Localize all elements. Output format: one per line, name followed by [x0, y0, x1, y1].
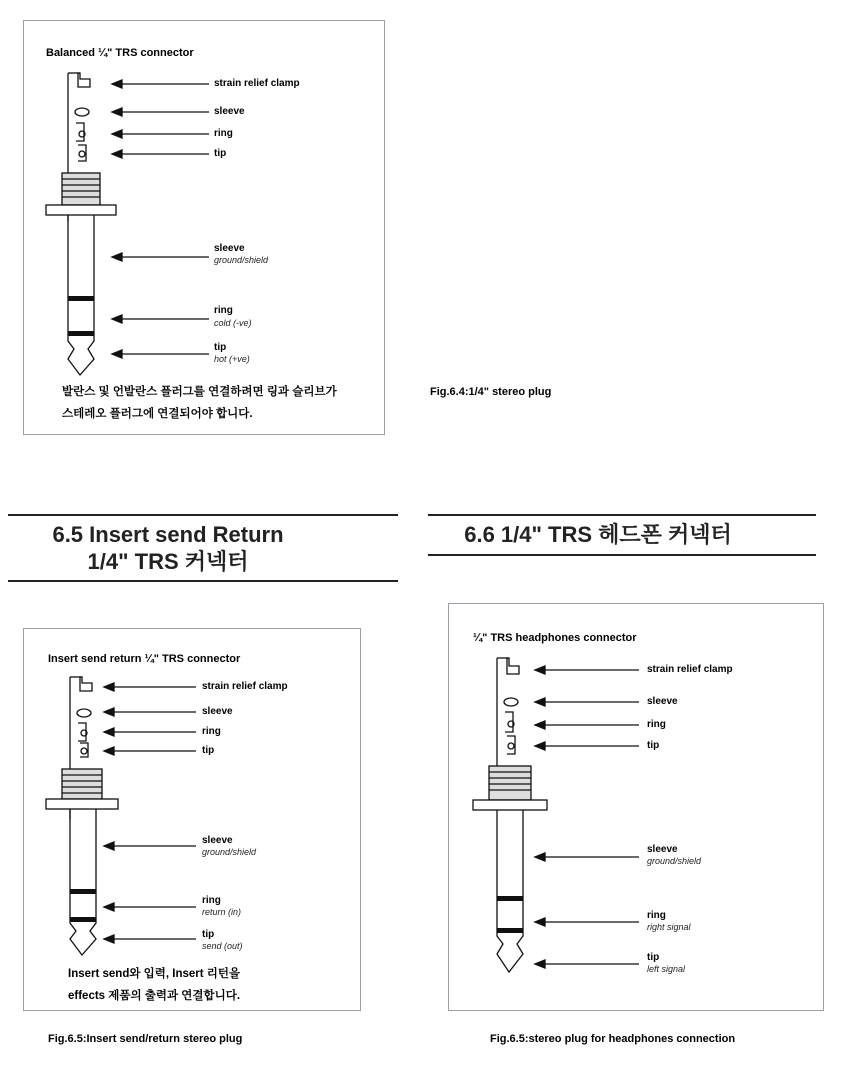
heading-rule-bottom — [428, 554, 816, 556]
insulator-band — [68, 296, 94, 301]
label-ring: ring — [647, 719, 666, 730]
label-ring-sub: cold (-ve) — [214, 318, 252, 328]
label-ring-shaft: ring — [202, 895, 221, 906]
trs-plug-diagram — [24, 21, 386, 436]
label-tip-sub: send (out) — [202, 941, 243, 951]
heading-rule-top — [8, 514, 398, 516]
label-tip-shaft: tip — [202, 929, 215, 940]
insulator-band — [70, 889, 96, 894]
caption-fig-6-5-insert: Fig.6.5:Insert send/return stereo plug — [48, 1033, 243, 1045]
label-tip: tip — [202, 745, 215, 756]
label-tip: tip — [214, 148, 227, 159]
label-tip-sub: hot (+ve) — [214, 354, 250, 364]
label-tip-shaft: tip — [647, 952, 660, 963]
label-tip: tip — [647, 740, 660, 751]
section-6-5-title-line-1: 6.5 Insert send Return — [52, 522, 284, 547]
label-sleeve-sub: ground/shield — [647, 856, 702, 866]
label-ring: ring — [202, 726, 221, 737]
label-tip-sub: left signal — [647, 964, 686, 974]
section-6-6-title: 6.6 1/4" TRS 헤드폰 커넥터 — [464, 522, 732, 547]
note-line-1: Insert send와 입력, Insert 리턴을 — [68, 968, 241, 980]
insulator-band — [68, 331, 94, 336]
label-ring-shaft: ring — [647, 910, 666, 921]
caption-fig-6-5-headphones: Fig.6.5:stereo plug for headphones connection — [490, 1033, 736, 1045]
insulator-band — [497, 896, 523, 901]
trs-plug-diagram — [24, 629, 362, 1012]
section-6-5-title-line-2: 1/4" TRS 커넥터 — [87, 549, 249, 574]
figure-title: ¼" TRS headphones connector — [473, 632, 637, 644]
figure-title: Insert send return ¼" TRS connector — [48, 653, 241, 665]
note-line-1: 발란스 및 언발란스 플러그를 연결하려면 링과 슬리브가 — [62, 386, 337, 398]
label-ring-sub: right signal — [647, 922, 691, 932]
label-sleeve: sleeve — [214, 106, 245, 117]
label-sleeve-sub: ground/shield — [214, 255, 269, 265]
label-ring-sub: return (in) — [202, 907, 242, 917]
caption-fig-6-4: Fig.6.4:1/4" stereo plug — [430, 386, 552, 398]
note-line-2: effects 제품의 출력과 연결합니다. — [68, 990, 241, 1002]
heading-rule-bottom — [8, 580, 398, 582]
label-ring: ring — [214, 128, 233, 139]
figure-title: Balanced ¼" TRS connector — [46, 47, 194, 59]
label-sleeve: sleeve — [202, 706, 233, 717]
note-line-2: 스테레오 플러그에 연결되어야 합니다. — [62, 408, 253, 420]
label-sleeve-shaft: sleeve — [214, 243, 245, 254]
label-ring-shaft: ring — [214, 305, 233, 316]
label-strain-relief-clamp: strain relief clamp — [202, 681, 288, 692]
label-sleeve-shaft: sleeve — [647, 844, 678, 855]
figure-balanced-trs — [23, 20, 385, 435]
label-strain-relief-clamp: strain relief clamp — [214, 78, 300, 89]
label-sleeve: sleeve — [647, 696, 678, 707]
heading-rule-top — [428, 514, 816, 516]
insulator-band — [70, 917, 96, 922]
label-sleeve-sub: ground/shield — [202, 847, 257, 857]
trs-plug-diagram — [449, 604, 825, 1012]
label-strain-relief-clamp: strain relief clamp — [647, 664, 733, 675]
figure-insert-trs — [23, 628, 361, 1011]
figure-headphones-trs — [448, 603, 824, 1011]
insulator-band — [497, 928, 523, 933]
label-sleeve-shaft: sleeve — [202, 835, 233, 846]
label-tip-shaft: tip — [214, 342, 227, 353]
